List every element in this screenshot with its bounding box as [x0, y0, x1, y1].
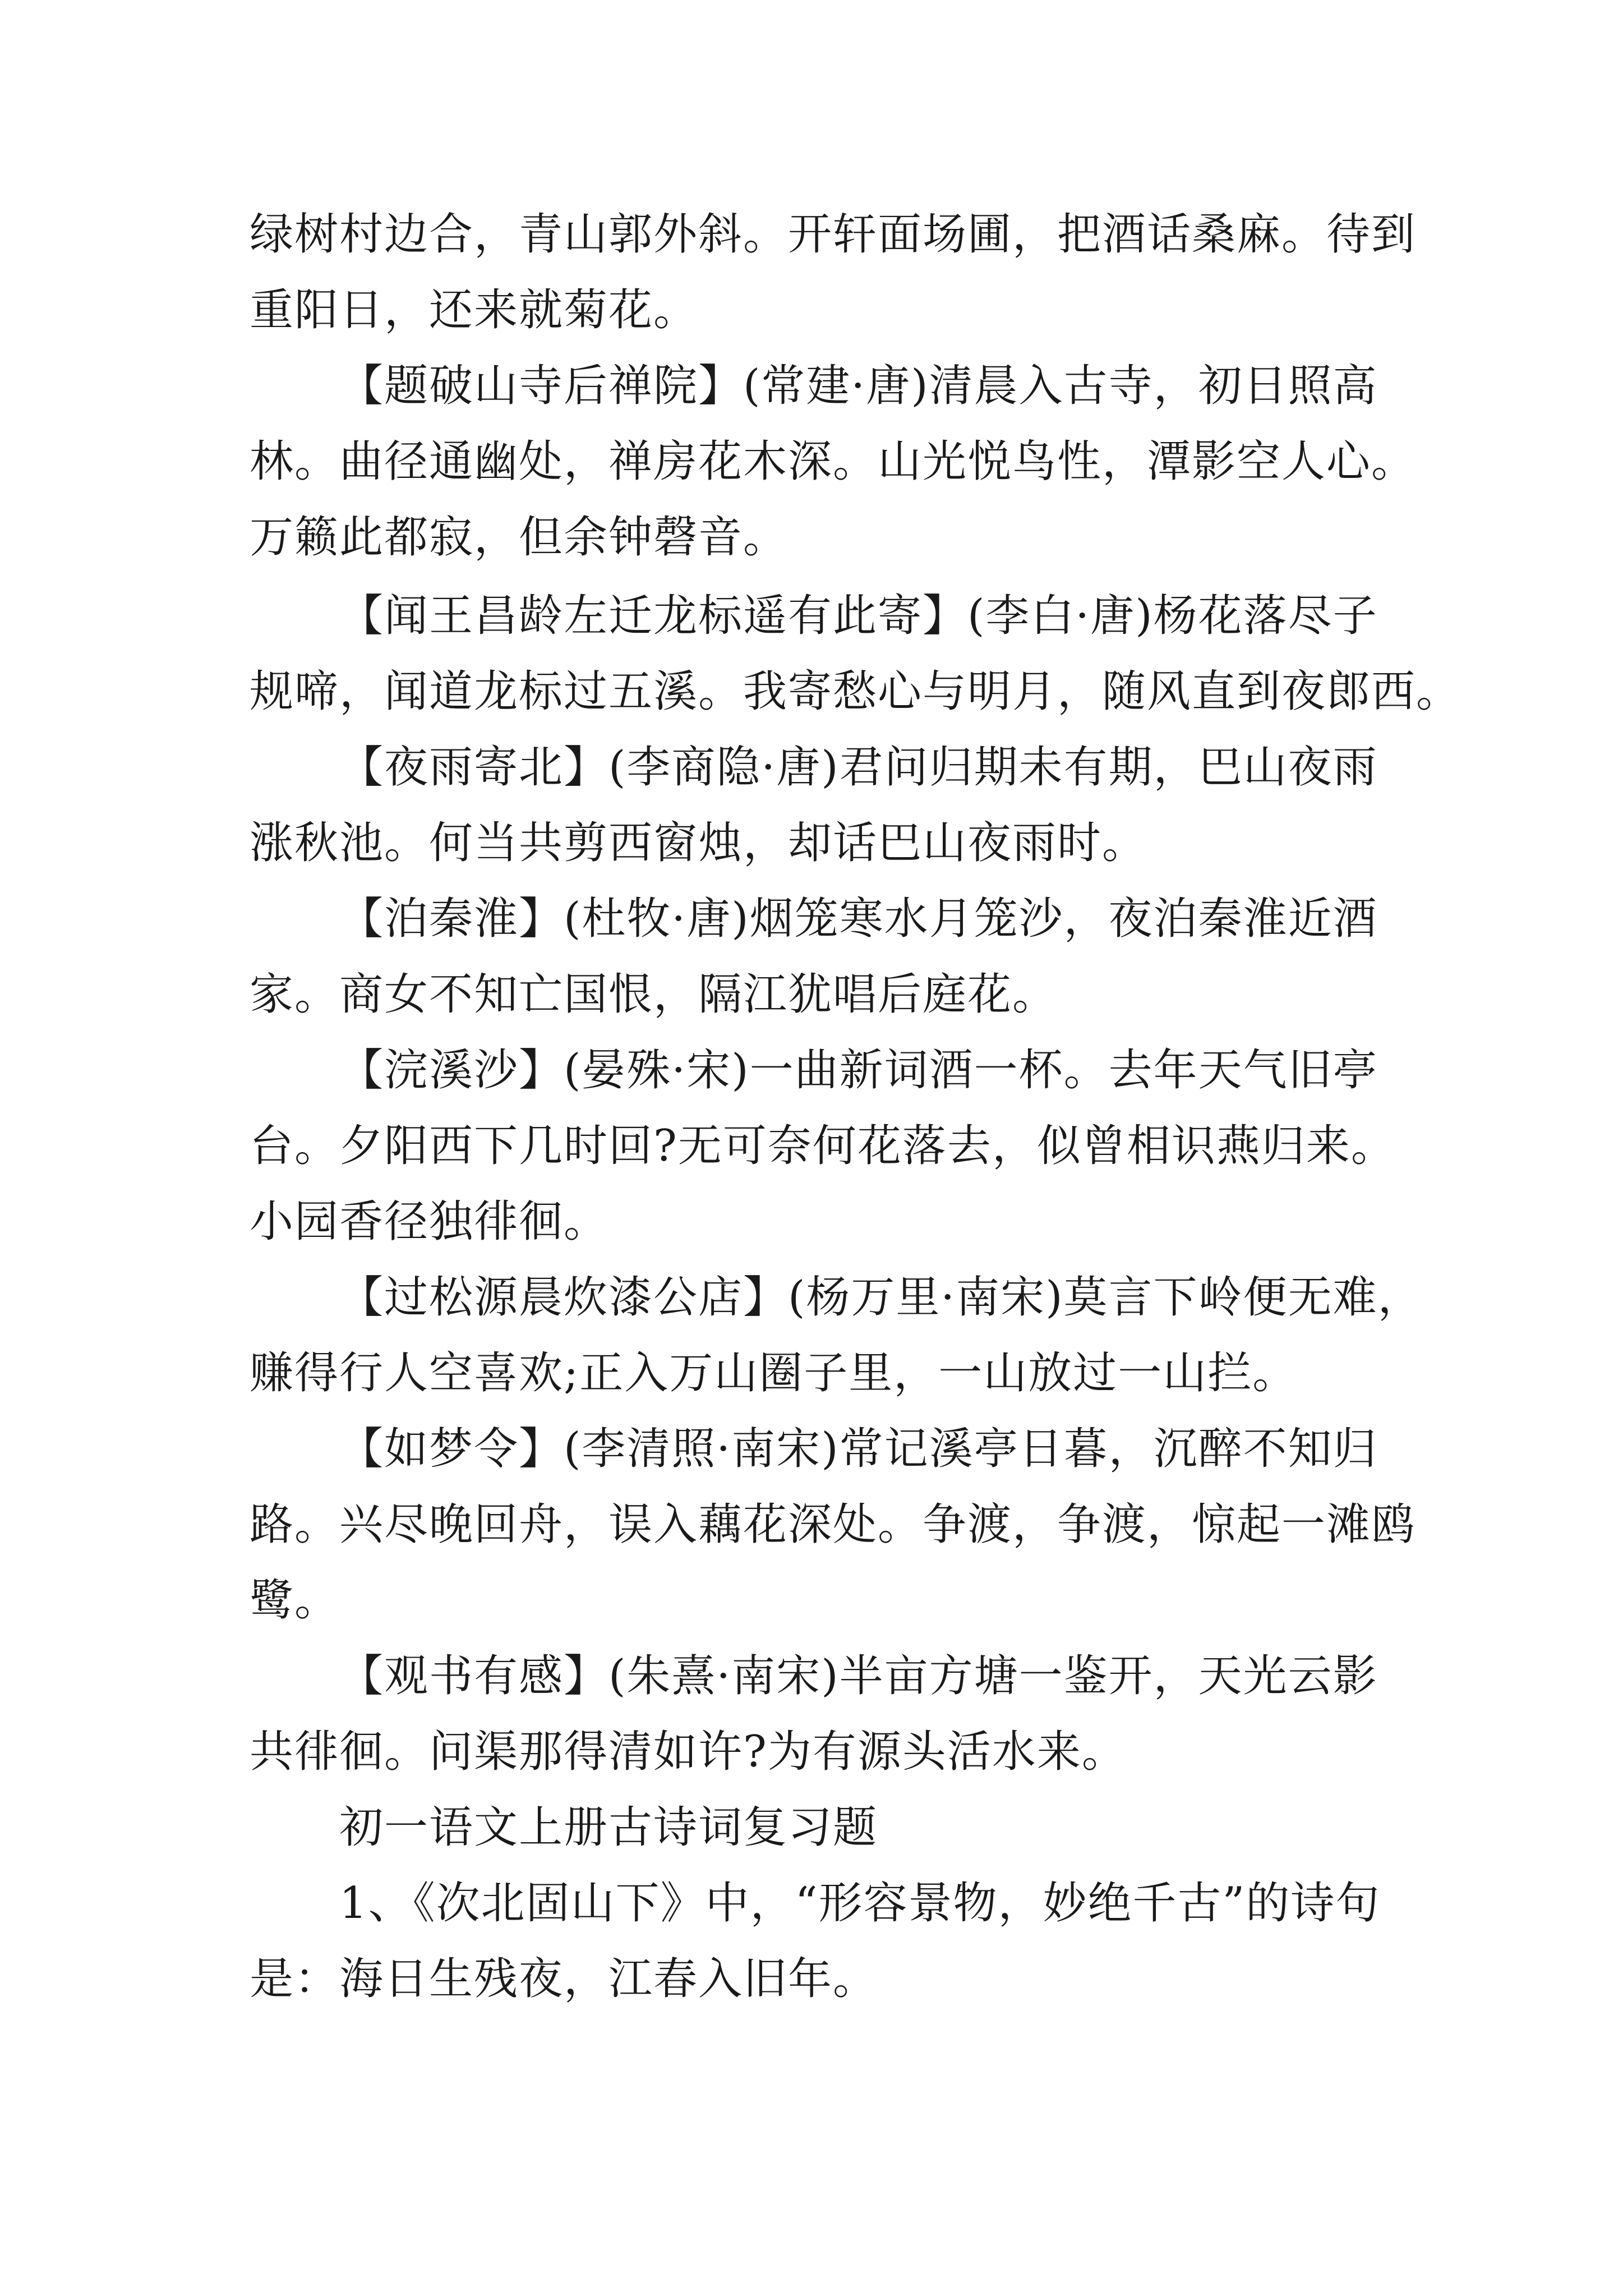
text-line: 路。兴尽晚回舟，误入藕花深处。争渡，争渡，惊起一滩鸥	[250, 1499, 1417, 1550]
question-line: 1、《次北固山下》中，“形容景物，妙绝千古”的诗句	[339, 1878, 1381, 1929]
text-line: 共徘徊。问渠那得清如许?为有源头活水来。	[250, 1727, 1127, 1777]
text-line: 重阳日，还来就菊花。	[250, 285, 699, 335]
text-line: 规啼，闻道龙标过五溪。我寄愁心与明月，随风直到夜郎西。	[250, 666, 1461, 717]
poem-title-line: 【题破山寺后禅院】(常建·唐)清晨入古寺，初日照高	[339, 361, 1378, 411]
text-line: 赚得行人空喜欢;正入万山圈子里，一山放过一山拦。	[250, 1348, 1298, 1398]
poem-title-line: 【过松源晨炊漆公店】(杨万里·南宋)莫言下岭便无难，	[339, 1272, 1423, 1323]
poem-title-line: 【夜雨寄北】(李商隐·唐)君问归期未有期，巴山夜雨	[339, 742, 1378, 793]
text-line: 林。曲径通幽处，禅房花木深。山光悦鸟性，潭影空人心。	[250, 436, 1417, 487]
section-heading: 初一语文上册古诗词复习题	[339, 1802, 878, 1853]
poem-title-line: 【观书有感】(朱熹·南宋)半亩方塘一鉴开，天光云影	[339, 1651, 1378, 1701]
text-line: 万籁此都寂，但余钟磬音。	[250, 512, 789, 563]
text-line: 台。夕阳西下几时回?无可奈何花落去，似曾相识燕归来。	[250, 1121, 1396, 1171]
text-line: 小园香径独徘徊。	[250, 1197, 609, 1247]
text-line: 家。商女不知亡国恨，隔江犹唱后庭花。	[250, 969, 1058, 1020]
poem-title-line: 【如梦令】(李清照·南宋)常记溪亭日暮，沉醉不知归	[339, 1424, 1378, 1474]
poem-title-line: 【浣溪沙】(晏殊·宋)一曲新词酒一杯。去年天气旧亭	[339, 1045, 1378, 1096]
text-line: 绿树村边合，青山郭外斜。开轩面场圃，把酒话桑麻。待到	[250, 209, 1417, 260]
poem-title-line: 【闻王昌龄左迁龙标遥有此寄】(李白·唐)杨花落尽子	[339, 591, 1378, 641]
text-line: 涨秋池。何当共剪西窗烛，却话巴山夜雨时。	[250, 818, 1147, 868]
text-line: 是：海日生残夜，江春入旧年。	[250, 1954, 878, 2004]
poem-title-line: 【泊秦淮】(杜牧·唐)烟笼寒水月笼沙，夜泊秦淮近酒	[339, 894, 1378, 944]
text-line: 鹭。	[250, 1575, 340, 1626]
